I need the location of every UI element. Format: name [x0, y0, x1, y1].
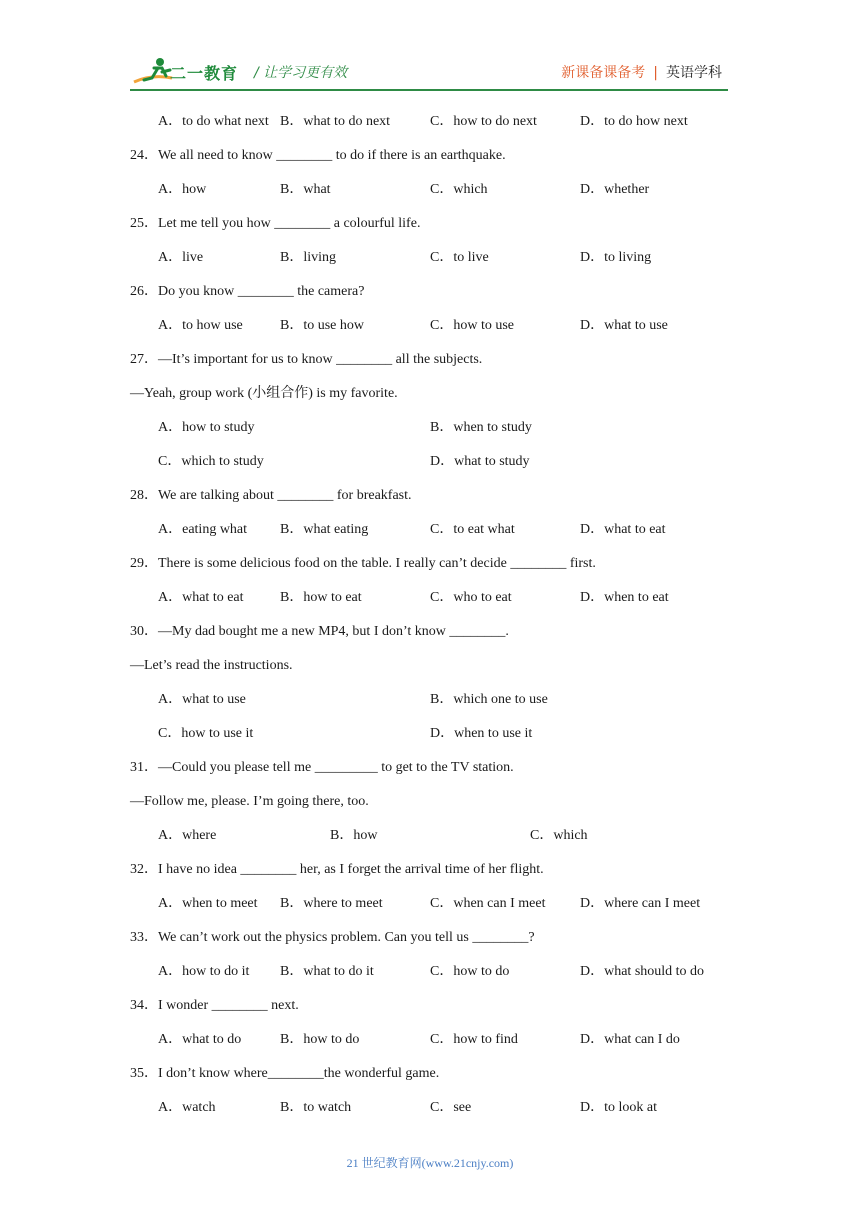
answer-option[interactable]: B．to watch: [280, 1100, 352, 1115]
logo-text: 二一教育: [170, 64, 239, 83]
question-line: 25．Let me tell you how ________ a colourful life.: [130, 216, 421, 231]
answer-option[interactable]: C．which: [430, 182, 488, 197]
question-line: 35．I don’t know where________the wonderful game.: [130, 1066, 440, 1081]
answer-option[interactable]: C．to live: [430, 250, 489, 265]
answer-option[interactable]: D．to living: [580, 250, 652, 265]
question-line: 29．There is some delicious food on the table. I really can’t decide ________ first.: [130, 556, 596, 571]
option-row: [130, 173, 730, 207]
answer-option[interactable]: A．live: [158, 250, 204, 265]
answer-option[interactable]: B．when to study: [430, 420, 532, 435]
answer-option[interactable]: A．what to eat: [158, 590, 244, 605]
answer-option[interactable]: C．how to use: [430, 318, 514, 333]
answer-option[interactable]: D．what should to do: [580, 964, 705, 979]
header-divider: [130, 89, 728, 91]
answer-option[interactable]: A．to do what next: [158, 114, 269, 129]
answer-option[interactable]: D．what to use: [580, 318, 668, 333]
question-line: —Yeah, group work (小组合作) is my favorite.: [130, 386, 398, 401]
answer-option[interactable]: B．how: [330, 828, 378, 843]
option-row: [130, 955, 730, 989]
answer-option[interactable]: A．where: [158, 828, 217, 843]
answer-option[interactable]: D．what can I do: [580, 1032, 680, 1047]
option-row: [130, 309, 730, 343]
answer-option[interactable]: C．see: [430, 1100, 472, 1115]
question-line: 28．We are talking about ________ for breakfast.: [130, 488, 412, 503]
header-right: [561, 62, 722, 82]
answer-option[interactable]: A．watch: [158, 1100, 216, 1115]
answer-option[interactable]: A．how to do it: [158, 964, 250, 979]
answer-option[interactable]: B．living: [280, 250, 337, 265]
question-line: 31．—Could you please tell me _________ to get to the TV station.: [130, 760, 514, 775]
answer-option[interactable]: C．which: [530, 828, 588, 843]
option-row: [130, 683, 730, 717]
answer-option[interactable]: B．what to do next: [280, 114, 391, 129]
answer-option[interactable]: A．what to use: [158, 692, 246, 707]
answer-option[interactable]: D．what to study: [430, 454, 530, 469]
header-separator: |: [653, 65, 658, 81]
answer-option[interactable]: A．how: [158, 182, 207, 197]
option-row: [130, 241, 730, 275]
question-list: [130, 105, 730, 1125]
answer-option[interactable]: C．which to study: [158, 454, 264, 469]
question-line: 32．I have no idea ________ her, as I forget the arrival time of her flight.: [130, 862, 544, 877]
answer-option[interactable]: D．what to eat: [580, 522, 666, 537]
question-line: —Follow me, please. I’m going there, too.: [130, 794, 369, 809]
answer-option[interactable]: B．how to eat: [280, 590, 362, 605]
answer-option[interactable]: A．to how use: [158, 318, 243, 333]
option-row: [130, 581, 730, 615]
answer-option[interactable]: C．how to use it: [158, 726, 254, 741]
answer-option[interactable]: A．what to do: [158, 1032, 242, 1047]
answer-option[interactable]: C．how to do: [430, 964, 510, 979]
option-row: [130, 411, 730, 445]
answer-option[interactable]: B．where to meet: [280, 896, 383, 911]
header-slogan: / 让学习更有效: [254, 65, 348, 81]
option-row: [130, 887, 730, 921]
answer-option[interactable]: D．when to eat: [580, 590, 669, 605]
option-row: [130, 717, 730, 751]
option-row: [130, 513, 730, 547]
question-line: 26．Do you know ________ the camera?: [130, 284, 365, 299]
answer-option[interactable]: C．when can I meet: [430, 896, 546, 911]
answer-option[interactable]: D．to do how next: [580, 114, 688, 129]
option-row: [130, 819, 730, 853]
answer-option[interactable]: B．what eating: [280, 522, 369, 537]
answer-option[interactable]: B．to use how: [280, 318, 364, 333]
answer-option[interactable]: D．to look at: [580, 1100, 657, 1115]
page-header: [0, 0, 860, 100]
question-line: 33．We can’t work out the physics problem. Can you tell us ________?: [130, 930, 535, 945]
answer-option[interactable]: B．how to do: [280, 1032, 360, 1047]
option-row: [130, 1023, 730, 1057]
answer-option[interactable]: D．when to use it: [430, 726, 533, 741]
question-line: 24．We all need to know ________ to do if there is an earthquake.: [130, 148, 506, 163]
answer-option[interactable]: A．eating what: [158, 522, 248, 537]
answer-option[interactable]: C．to eat what: [430, 522, 515, 537]
header-tag: 新课备课备考: [561, 65, 646, 81]
answer-option[interactable]: C．how to find: [430, 1032, 518, 1047]
answer-option[interactable]: B．which one to use: [430, 692, 548, 707]
option-row: [130, 105, 730, 139]
answer-option[interactable]: D．whether: [580, 182, 650, 197]
question-line: 34．I wonder ________ next.: [130, 998, 299, 1013]
question-line: 30．—My dad bought me a new MP4, but I don’t know ________.: [130, 624, 509, 639]
header-subject: 英语学科: [666, 65, 722, 81]
answer-option[interactable]: D．where can I meet: [580, 896, 701, 911]
answer-option[interactable]: A．when to meet: [158, 896, 258, 911]
question-line: 27．—It’s important for us to know ________ all the subjects.: [130, 352, 483, 367]
answer-option[interactable]: A．how to study: [158, 420, 255, 435]
page-footer: 21 世纪教育网(www.21cnjy.com): [346, 1156, 514, 1170]
answer-option[interactable]: B．what to do it: [280, 964, 374, 979]
option-row: [130, 1091, 730, 1125]
answer-option[interactable]: C．who to eat: [430, 590, 512, 605]
option-row: [130, 445, 730, 479]
answer-option[interactable]: B．what: [280, 182, 331, 197]
answer-option[interactable]: C．how to do next: [430, 114, 537, 129]
question-line: —Let’s read the instructions.: [130, 658, 293, 673]
